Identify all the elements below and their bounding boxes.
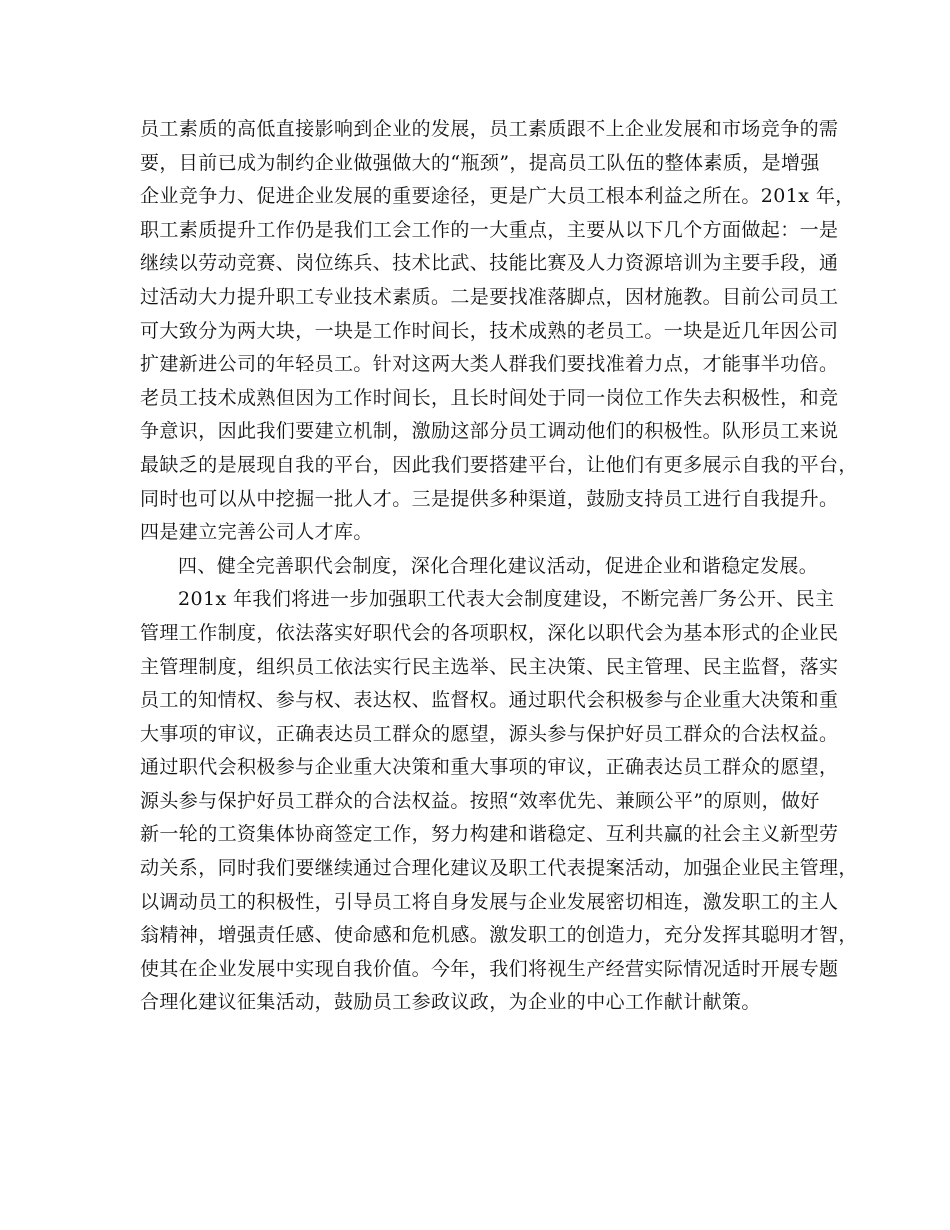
text-line: 同时也可以从中挖掘一批人才。三是提供多种渠道，鼓励支持员工进行自我提升。 (140, 487, 839, 510)
text-line: 老员工技术成熟但因为工作时间长，且长时间处于同一岗位工作失去积极性，和竞 (140, 386, 839, 409)
text-line: 翁精神，增强责任感、使命感和危机感。激发职工的创造力，充分发挥其聪明才智， (140, 924, 858, 947)
paragraph-first-line: 四、健全完善职代会制度，深化合理化建议活动，促进企业和谐稳定发展。 (178, 554, 819, 577)
text-line: 扩建新进公司的年轻员工。针对这两大类人群我们要找准着力点，才能事半功倍。 (140, 353, 839, 376)
text-line: 以调动员工的积极性，引导员工将自身发展与企业发展密切相连，激发职工的主人 (140, 890, 839, 913)
text-line: 最缺乏的是展现自我的平台，因此我们要搭建平台，让他们有更多展示自我的平台， (140, 453, 858, 476)
text-line: 争意识，因此我们要建立机制，激励这部分员工调动他们的积极性。队形员工来说 (140, 420, 839, 443)
text-line: 四是建立完善公司人才库。 (140, 521, 373, 544)
text-line: 继续以劳动竞赛、岗位练兵、技术比武、技能比赛及人力资源培训为主要手段，通 (140, 252, 839, 275)
text-line: 要，目前已成为制约企业做强做大的“瓶颈”，提高员工队伍的整体素质，是增强 (140, 151, 820, 174)
text-line: 使其在企业发展中实现自我价值。今年，我们将视生产经营实际情况适时开展专题 (140, 957, 839, 980)
text-line: 新一轮的工资集体协商签定工作，努力构建和谐稳定、互利共赢的社会主义新型劳 (140, 823, 839, 846)
text-line: 员工的知情权、参与权、表达权、监督权。通过职代会积极参与企业重大决策和重 (140, 689, 839, 712)
text-line: 企业竞争力、促进企业发展的重要途径，更是广大员工根本利益之所在。201x 年， (140, 185, 855, 208)
text-line: 过活动大力提升职工专业技术素质。二是要找准落脚点，因材施教。目前公司员工 (140, 285, 839, 308)
text-line: 可大致分为两大块，一块是工作时间长，技术成熟的老员工。一块是近几年因公司 (140, 319, 839, 342)
text-line: 动关系，同时我们要继续通过合理化建议及职工代表提案活动，加强企业民主管理， (140, 857, 858, 880)
text-line: 大事项的审议，正确表达员工群众的愿望，源头参与保护好员工群众的合法权益。 (140, 722, 839, 745)
document-body (140, 113, 858, 1020)
paragraph-first-line: 201x 年我们将进一步加强职工代表大会制度建设，不断完善厂务公开、民主 (178, 588, 835, 611)
text-line: 管理工作制度，依法落实好职代会的各项职权，深化以职代会为基本形式的企业民 (140, 621, 839, 644)
text-line: 源头参与保护好员工群众的合法权益。按照“效率优先、兼顾公平”的原则，做好 (140, 789, 820, 812)
text-line: 主管理制度，组织员工依法实行民主选举、民主决策、民主管理、民主监督，落实 (140, 655, 839, 678)
text-line: 通过职代会积极参与企业重大决策和重大事项的审议，正确表达员工群众的愿望， (140, 756, 839, 779)
text-line: 职工素质提升工作仍是我们工会工作的一大重点，主要从以下几个方面做起：一是 (140, 218, 839, 241)
text-line: 员工素质的高低直接影响到企业的发展，员工素质跟不上企业发展和市场竞争的需 (140, 118, 839, 140)
text-line: 合理化建议征集活动，鼓励员工参政议政，为企业的中心工作献计献策。 (140, 991, 761, 1014)
